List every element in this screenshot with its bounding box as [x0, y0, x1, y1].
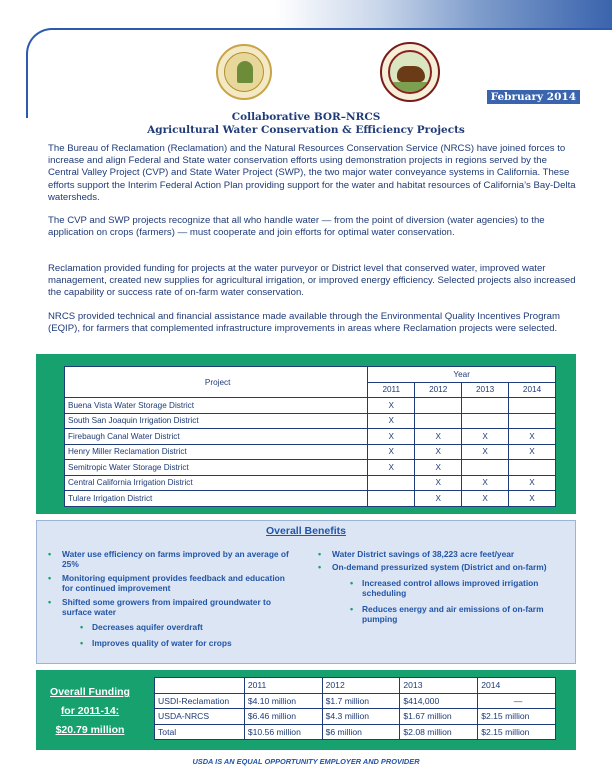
empty-header-cell	[155, 678, 245, 694]
year-mark: X	[509, 429, 556, 445]
list-sub-item: • Increased control allows improved irrigation scheduling	[316, 578, 576, 599]
year-column-header: Year	[368, 367, 556, 383]
table-row	[65, 413, 556, 429]
year-mark: X	[368, 444, 415, 460]
year-mark: X	[509, 491, 556, 507]
year-mark: X	[509, 444, 556, 460]
funding-value: $1.67 million	[400, 709, 478, 725]
project-name: Buena Vista Water Storage District	[65, 398, 368, 414]
project-name: Semitropic Water Storage District	[65, 460, 368, 476]
header-panel	[26, 28, 612, 118]
funding-value: $2.15 million	[478, 724, 556, 740]
list-item: • Water use efficiency on farms improved by an average of 25%	[46, 549, 296, 570]
funding-label-line1: Overall Funding	[50, 686, 130, 698]
projects-table	[64, 366, 556, 507]
year-mark: X	[368, 429, 415, 445]
year-header: 2014	[478, 678, 556, 694]
year-header: 2014	[509, 382, 556, 398]
footer-disclaimer: USDA IS AN EQUAL OPPORTUNITY EMPLOYER AND PROVIDER	[192, 757, 420, 766]
year-header: 2012	[322, 678, 400, 694]
usda-seal-icon	[216, 44, 272, 100]
table-row	[155, 693, 556, 709]
table-header-row	[65, 367, 556, 383]
year-mark	[509, 460, 556, 476]
funding-value: $6 million	[322, 724, 400, 740]
list-item: • Water District savings of 38,223 acre feet/year	[316, 549, 576, 559]
year-mark: X	[415, 429, 462, 445]
funding-source: USDI-Reclamation	[155, 693, 245, 709]
year-mark: X	[368, 413, 415, 429]
intro-paragraph: The Bureau of Reclamation (Reclamation) and the Natural Resources Conservation Service (NRCS) have joined forces to increase and align Federal and State water conservation efforts using demonstration projects in regions served by the Central Valley Project (CVP) and State Water Project (SWP), the two major water conveyance systems in California. These efforts support the Interim Federal Action Plan providing support for the water and habitat resources of California’s Bay-Delta watersheds.	[48, 143, 576, 203]
year-header: 2013	[400, 678, 478, 694]
year-mark: X	[415, 491, 462, 507]
funding-value: $10.56 million	[244, 724, 322, 740]
year-mark: X	[368, 398, 415, 414]
project-name: Firebaugh Canal Water District	[65, 429, 368, 445]
year-mark	[368, 491, 415, 507]
year-mark: X	[462, 475, 509, 491]
funding-label-line2: for 2011-14:	[60, 705, 120, 717]
year-mark	[368, 475, 415, 491]
funding-value: —	[478, 693, 556, 709]
year-mark	[462, 460, 509, 476]
nrcs-paragraph: NRCS provided technical and financial assistance made available through the Environmental Quality Incentives Program (EQIP), for farmers that complemented infrastructure improvements in areas where Reclamation projects were selected.	[48, 311, 560, 335]
publication-date: February 2014	[487, 90, 580, 104]
year-header: 2013	[462, 382, 509, 398]
year-mark	[415, 398, 462, 414]
year-header: 2011	[368, 382, 415, 398]
project-name: Central California Irrigation District	[65, 475, 368, 491]
doi-bison-seal-icon	[380, 42, 440, 102]
funding-value: $2.08 million	[400, 724, 478, 740]
list-item: • Shifted some growers from impaired groundwater to surface water	[46, 597, 296, 618]
funding-source: USDA-NRCS	[155, 709, 245, 725]
page-title-line1: Collaborative BOR–NRCS	[231, 111, 381, 123]
year-mark: X	[462, 429, 509, 445]
year-mark	[509, 398, 556, 414]
table-row	[155, 709, 556, 725]
list-sub-item: • Decreases aquifer overdraft	[46, 622, 296, 632]
year-mark: X	[415, 475, 462, 491]
list-sub-item: • Improves quality of water for crops	[46, 638, 296, 648]
page-title-line2: Agricultural Water Conservation & Efficiency Projects	[147, 124, 465, 136]
year-mark: X	[509, 475, 556, 491]
year-mark: X	[368, 460, 415, 476]
year-mark	[462, 398, 509, 414]
reclamation-paragraph: Reclamation provided funding for projects at the water purveyor or District level that conserved water, improved water management, created new supplies for agricultural irrigation, or improved energy efficiency. Selected projects also increased the capability or success rate of on-farm water conservation.	[48, 263, 576, 299]
table-row	[65, 491, 556, 507]
benefits-title: Overall Benefits	[266, 525, 346, 537]
year-mark: X	[462, 444, 509, 460]
funding-value: $414,000	[400, 693, 478, 709]
table-row	[65, 429, 556, 445]
year-header: 2012	[415, 382, 462, 398]
project-name: South San Joaquin Irrigation District	[65, 413, 368, 429]
funding-total-amount: $20.79 million	[55, 724, 125, 736]
funding-value: $4.10 million	[244, 693, 322, 709]
list-sub-item: • Reduces energy and air emissions of on-farm pumping	[316, 604, 576, 625]
funding-value: $1.7 million	[322, 693, 400, 709]
project-name: Tulare Irrigation District	[65, 491, 368, 507]
year-mark	[415, 413, 462, 429]
funding-value: $2.15 million	[478, 709, 556, 725]
table-row	[65, 475, 556, 491]
year-header: 2011	[244, 678, 322, 694]
project-column-header: Project	[65, 367, 368, 398]
year-mark	[462, 413, 509, 429]
project-name: Henry Miller Reclamation District	[65, 444, 368, 460]
cooperation-paragraph: The CVP and SWP projects recognize that all who handle water — from the point of diversion (water agencies) to the application on crops (farmers) — must cooperate and join efforts for optimal water conservation.	[48, 215, 545, 239]
table-row	[65, 444, 556, 460]
table-row	[65, 398, 556, 414]
table-row	[65, 460, 556, 476]
table-row	[155, 724, 556, 740]
year-mark	[509, 413, 556, 429]
funding-source: Total	[155, 724, 245, 740]
benefits-right-list	[316, 549, 576, 627]
benefits-left-list	[46, 549, 296, 651]
funding-value: $6.46 million	[244, 709, 322, 725]
list-item: • On-demand pressurized system (District and on-farm)	[316, 562, 576, 572]
year-mark: X	[415, 460, 462, 476]
year-mark: X	[462, 491, 509, 507]
funding-value: $4.3 million	[322, 709, 400, 725]
funding-table	[154, 677, 556, 740]
year-mark: X	[415, 444, 462, 460]
list-item: • Monitoring equipment provides feedback and education for continued improvement	[46, 573, 296, 594]
table-header-row	[155, 678, 556, 694]
